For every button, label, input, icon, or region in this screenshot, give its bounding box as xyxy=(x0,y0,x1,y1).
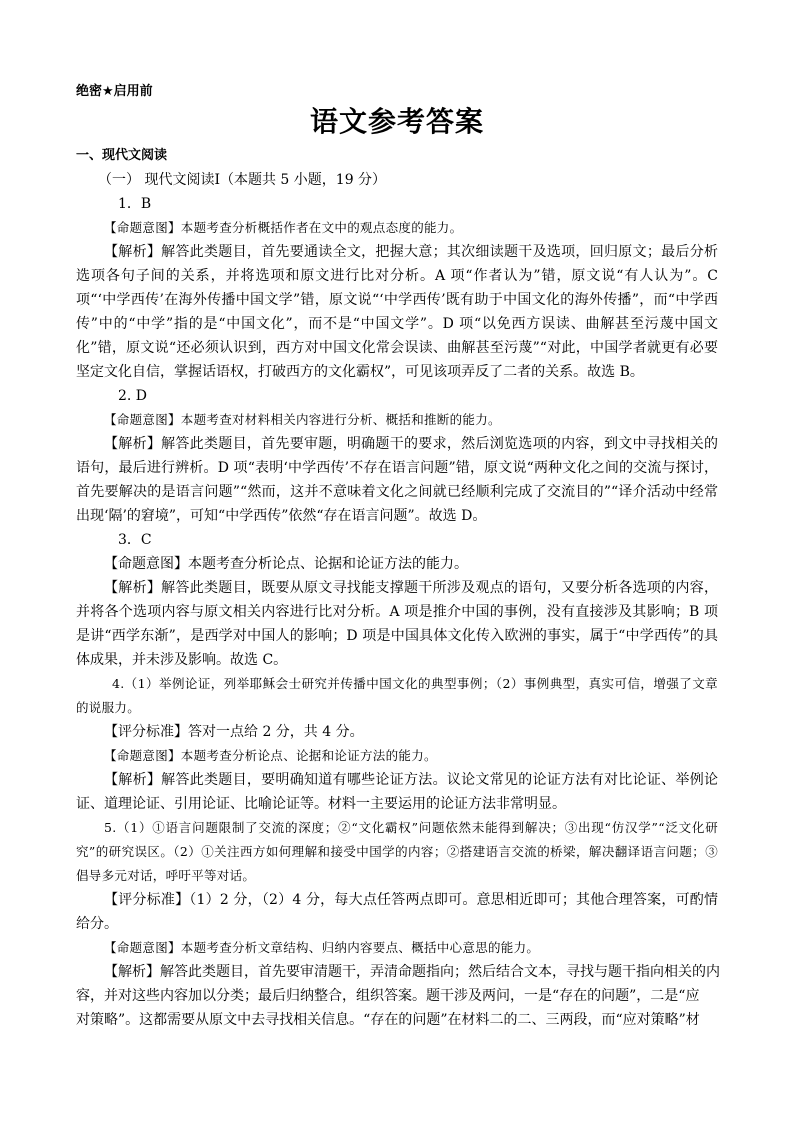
q5-analysis-line: 容，并对这些内容加以分类；最后归纳整合，组织答案。题干涉及两问，一是“存在的问题”，二是“应 xyxy=(76,988,700,1004)
q2-intent: 【命题意图】本题考查对材料相关内容进行分析、概括和推断的能力。 xyxy=(104,412,501,427)
subsection-heading: （一） 现代文阅读Ⅰ（本题共 5 小题，19 分） xyxy=(98,172,387,188)
q5-analysis xyxy=(76,960,718,1032)
q4-intent: 【命题意图】本题考查分析论点、论据和论证方法的能力。 xyxy=(104,748,437,763)
q5-analysis-line: 对策略”。这都需要从原文中去寻找相关信息。“存在的问题”在材料二的二、三两段，而“应对策略”材 xyxy=(76,1012,700,1028)
q1-intent: 【命题意图】本题考查分析概括作者在文中的观点态度的能力。 xyxy=(104,220,463,235)
confidential-label: 绝密★启用前 xyxy=(76,84,153,99)
q5-intent: 【命题意图】本题考查分析文章结构、归纳内容要点、概括中心意思的能力。 xyxy=(104,940,540,955)
q4-analysis: 【解析】解答此类题目，要明确知道有哪些论证方法。议论文常见的论证方法有对比论证、举例论证、道理论证、引用论证、比喻论证等。材料一主要运用的论证方法非常明显。 xyxy=(76,772,718,812)
q1-analysis: 【解析】解答此类题目，首先要通读全文，把握大意；其次细读题干及选项，回归原文；最后分析选项各句子间的关系，并将选项和原文进行比对分析。A 项“作者认为”错，原文说“有人认为”。C 项“‘中学西传’在海外传播中国文学”错，原文说“‘中学西传’既有助于中国文化的海外传播”，而“中学西传”中的“中学”指的是“中国文化”，而不是“中国文学”。D 项“以免西方误读、曲解甚至污蔑中国文化”错，原文说“还必须认识到，西方对中国文化常会误读、曲解甚至污蔑”“对此，中国学者就更有必要坚定文化自信，掌握话语权，打破西方的文化霸权”，可见该项弄反了二者的关系。故选 B。 xyxy=(76,244,718,380)
q4-answer: 4.（1）举例论证，列举耶稣会士研究并传播中国文化的典型事例；（2）事例典型，真实可信，增强了文章的说服力。 xyxy=(76,676,718,715)
q1-answer: 1．B xyxy=(118,196,152,212)
q3-analysis: 【解析】解答此类题目，既要从原文寻找能支撑题干所涉及观点的语句，又要分析各选项的内容，并将各个选项内容与原文相关内容进行比对分析。A 项是推介中国的事例，没有直接涉及其影响；B 项是讲“西学东渐”，是西学对中国人的影响；D 项是中国具体文化传入欧洲的事实，属于“中学西传”的具体成果，并未涉及影响。故选 C。 xyxy=(76,580,718,668)
answer-content xyxy=(76,144,718,1032)
section-heading: 一、现代文阅读 xyxy=(76,148,168,163)
q2-analysis: 【解析】解答此类题目，首先要审题，明确题干的要求，然后浏览选项的内容，到文中寻找相关的语句，最后进行辨析。D 项“表明‘中学西传’不存在语言问题”错，原文说“两种文化之间的交流与探讨，首先要解决的是语言问题”“然而，这并不意味着文化之间就已经顺利完成了交流目的”“译介活动中经常出现‘隔’的窘境”，可知“中学西传”依然“存在语言问题”。故选 D。 xyxy=(76,436,718,524)
q5-analysis-line: 【解析】解答此类题目，首先要审清题干，弄清命题指向；然后结合文本，寻找与题干指向相关的内 xyxy=(104,964,720,980)
q4-scoring: 【评分标准】答对一点给 2 分，共 4 分。 xyxy=(104,724,364,740)
q2-answer: 2. D xyxy=(118,388,148,404)
q3-answer: 3．C xyxy=(118,532,152,548)
q5-scoring: 【评分标准】（1）2 分，（2）4 分，每大点任答两点即可。意思相近即可；其他合理答案，可酌情给分。 xyxy=(76,892,718,932)
page-title: 语文参考答案 xyxy=(309,105,484,138)
q5-answer: 5.（1）①语言问题限制了交流的深度；②“文化霸权”问题依然未能得到解决；③出现“仿汉学”“泛文化研究”的研究误区。（2）①关注西方如何理解和接受中国学的内容；②搭建语言交流的桥梁，解决翻译语言问题；③倡导多元对话，呼吁平等对话。 xyxy=(76,820,718,883)
q3-intent: 【命题意图】本题考查分析论点、论据和论证方法的能力。 xyxy=(104,556,468,572)
